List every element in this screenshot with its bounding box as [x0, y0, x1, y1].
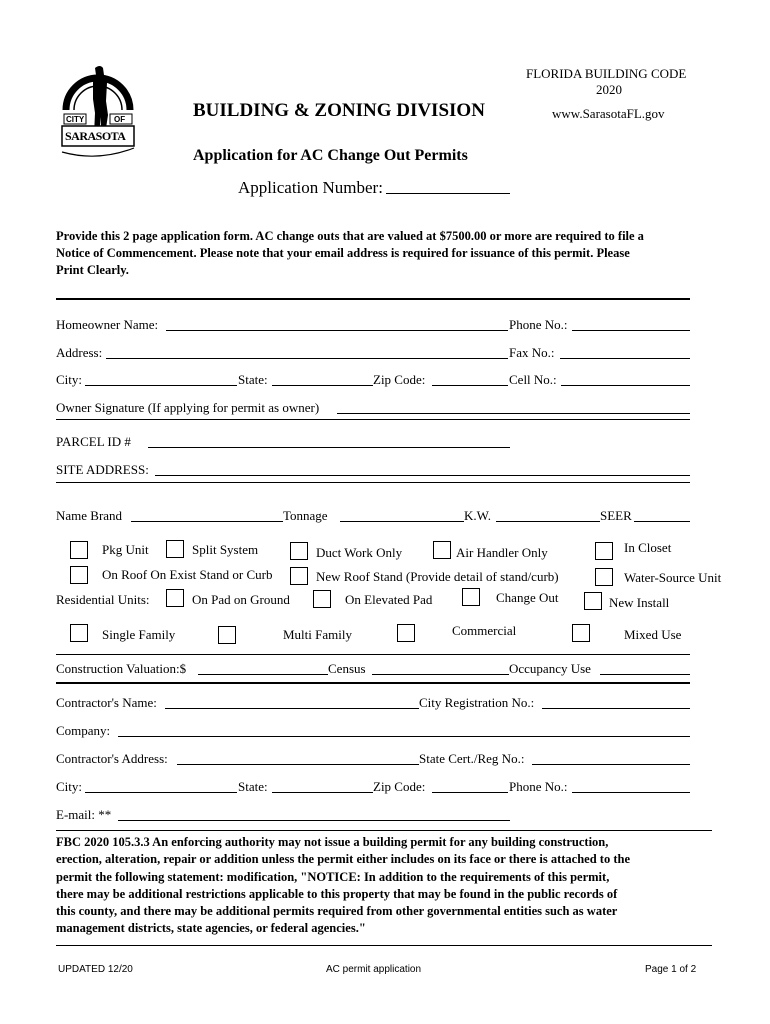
new-roof-stand-checkbox[interactable]	[290, 567, 308, 585]
owner-cell-field[interactable]	[561, 385, 690, 386]
homeowner-name-label: Homeowner Name:	[56, 317, 159, 332]
notice-line-1: FBC 2020 105.3.3 An enforcing authority may not issue a building permit for any building construction,	[56, 835, 609, 849]
pkg-unit-label: Pkg Unit	[102, 542, 149, 557]
owner-city-label: City:	[56, 372, 83, 387]
single-family-checkbox[interactable]	[70, 624, 88, 642]
duct-work-only-checkbox[interactable]	[290, 542, 308, 560]
on-elevated-pad-label: On Elevated Pad	[345, 592, 433, 607]
kw-label: K.W.	[464, 508, 491, 523]
in-closet-label: In Closet	[624, 540, 672, 555]
on-roof-label: On Roof On Exist Stand or Curb	[102, 567, 273, 582]
application-number-field[interactable]	[386, 193, 510, 194]
statue-logo-icon	[58, 60, 138, 160]
logo-sarasota-text: SARASOTA	[65, 129, 126, 143]
occupancy-use-label: Occupancy Use	[509, 661, 591, 676]
intro-line-3: Print Clearly.	[56, 263, 129, 277]
company-field[interactable]	[118, 736, 690, 737]
commercial-label: Commercial	[452, 623, 517, 638]
contractor-address-field[interactable]	[177, 764, 419, 765]
occupancy-use-field[interactable]	[600, 674, 690, 675]
mixed-use-checkbox[interactable]	[572, 624, 590, 642]
kw-field[interactable]	[496, 521, 600, 522]
logo-city-text: CITY	[66, 115, 85, 124]
fbc-notice	[56, 834, 716, 938]
city-registration-label: City Registration No.:	[419, 695, 535, 710]
parcel-id-field[interactable]	[148, 447, 510, 448]
air-handler-only-label: Air Handler Only	[456, 545, 548, 560]
construction-valuation-label: Construction Valuation:$	[56, 661, 187, 676]
owner-city-field[interactable]	[85, 385, 237, 386]
tonnage-label: Tonnage	[283, 508, 328, 523]
split-system-checkbox[interactable]	[166, 540, 184, 558]
owner-fax-field[interactable]	[560, 358, 690, 359]
divider	[56, 682, 690, 684]
contractor-state-label: State:	[238, 779, 268, 794]
contractor-phone-label: Phone No.:	[509, 779, 568, 794]
city-of-sarasota-logo	[58, 60, 138, 160]
site-address-field[interactable]	[155, 475, 690, 476]
divider	[56, 419, 690, 420]
contractor-state-field[interactable]	[272, 792, 373, 793]
site-address-label: SITE ADDRESS:	[56, 462, 149, 477]
owner-address-field[interactable]	[106, 358, 508, 359]
construction-valuation-field[interactable]	[198, 674, 328, 675]
multi-family-checkbox[interactable]	[218, 626, 236, 644]
page-title: Application for AC Change Out Permits	[193, 147, 468, 164]
new-install-checkbox[interactable]	[584, 592, 602, 610]
seer-label: SEER	[600, 508, 632, 523]
company-label: Company:	[56, 723, 111, 738]
name-brand-label: Name Brand	[56, 508, 123, 523]
commercial-checkbox[interactable]	[397, 624, 415, 642]
contractor-city-field[interactable]	[85, 792, 237, 793]
contractor-zip-label: Zip Code:	[373, 779, 426, 794]
divider	[56, 654, 690, 655]
mixed-use-label: Mixed Use	[624, 627, 682, 642]
notice-line-5: this county, and there may be additional permits required from other governmental entities such as water	[56, 904, 618, 919]
divider	[56, 945, 712, 946]
name-brand-field[interactable]	[131, 521, 283, 522]
intro-line-2: Notice of Commencement. Please note that your email address is required for issuance of this permit. Please	[56, 246, 630, 260]
owner-phone-field[interactable]	[572, 330, 690, 331]
single-family-label: Single Family	[102, 627, 176, 642]
notice-line-3: permit the following statement: modification, "NOTICE: In addition to the requirements of this permit,	[56, 869, 610, 884]
owner-fax-label: Fax No.:	[509, 345, 555, 360]
building-code-label: FLORIDA BUILDING CODE	[526, 66, 687, 81]
water-source-unit-checkbox[interactable]	[595, 568, 613, 586]
application-number-label: Application Number:	[238, 178, 383, 197]
email-label: E-mail: **	[56, 807, 112, 822]
new-install-label: New Install	[609, 595, 670, 610]
split-system-label: Split System	[192, 542, 259, 557]
notice-line-4: there may be additional restrictions applicable to this property that may be found in the public records of	[56, 886, 618, 901]
intro-line-1: Provide this 2 page application form. AC change outs that are valued at $7500.00 or more are required to file a	[56, 229, 644, 243]
on-pad-on-ground-label: On Pad on Ground	[192, 592, 290, 607]
contractor-city-label: City:	[56, 779, 83, 794]
state-cert-field[interactable]	[532, 764, 690, 765]
owner-signature-label: Owner Signature (If applying for permit as owner)	[56, 400, 320, 415]
contractor-name-field[interactable]	[165, 708, 419, 709]
owner-state-field[interactable]	[272, 385, 373, 386]
website-link[interactable]: www.SarasotaFL.gov	[552, 106, 665, 121]
homeowner-name-field[interactable]	[166, 330, 508, 331]
census-field[interactable]	[372, 674, 509, 675]
residential-units-label: Residential Units:	[56, 592, 150, 607]
city-registration-field[interactable]	[542, 708, 690, 709]
owner-state-label: State:	[238, 372, 268, 387]
contractor-phone-field[interactable]	[572, 792, 690, 793]
contractor-name-label: Contractor's Name:	[56, 695, 157, 710]
contractor-address-label: Contractor's Address:	[56, 751, 168, 766]
tonnage-field[interactable]	[340, 521, 464, 522]
footer-form-name: AC permit application	[326, 964, 422, 975]
new-roof-stand-label: New Roof Stand (Provide detail of stand/curb)	[316, 569, 559, 584]
census-label: Census	[328, 661, 366, 676]
footer-page-number: Page 1 of 2	[645, 964, 697, 975]
pkg-unit-checkbox[interactable]	[70, 541, 88, 559]
divider	[56, 830, 712, 831]
seer-field[interactable]	[634, 521, 690, 522]
logo-of-text: OF	[114, 115, 126, 124]
notice-line-6: management districts, state agencies, or federal agencies."	[56, 921, 366, 936]
air-handler-only-checkbox[interactable]	[433, 541, 451, 559]
divider	[56, 298, 690, 300]
notice-line-2: erection, alteration, repair or addition unless the permit either includes on its face or there is attached to the	[56, 852, 631, 867]
owner-phone-label: Phone No.:	[509, 317, 568, 332]
contractor-zip-field[interactable]	[432, 792, 508, 793]
divider	[56, 482, 690, 483]
in-closet-checkbox[interactable]	[595, 542, 613, 560]
water-source-unit-label: Water-Source Unit	[624, 570, 722, 585]
state-cert-label: State Cert./Reg No.:	[419, 751, 525, 766]
parcel-id-label: PARCEL ID #	[56, 434, 131, 449]
on-pad-on-ground-checkbox[interactable]	[166, 589, 184, 607]
on-roof-checkbox[interactable]	[70, 566, 88, 584]
on-elevated-pad-checkbox[interactable]	[313, 590, 331, 608]
email-field[interactable]	[118, 820, 510, 821]
owner-address-label: Address:	[56, 345, 103, 360]
footer-updated: UPDATED 12/20	[58, 964, 133, 975]
multi-family-label: Multi Family	[283, 627, 352, 642]
change-out-label: Change Out	[496, 590, 559, 605]
duct-work-only-label: Duct Work Only	[316, 545, 403, 560]
change-out-checkbox[interactable]	[462, 588, 480, 606]
building-code-year: 2020	[596, 82, 622, 97]
owner-zip-label: Zip Code:	[373, 372, 426, 387]
owner-signature-field[interactable]	[337, 413, 690, 414]
owner-cell-label: Cell No.:	[509, 372, 557, 387]
owner-zip-field[interactable]	[432, 385, 508, 386]
division-title: BUILDING & ZONING DIVISION	[193, 100, 485, 121]
